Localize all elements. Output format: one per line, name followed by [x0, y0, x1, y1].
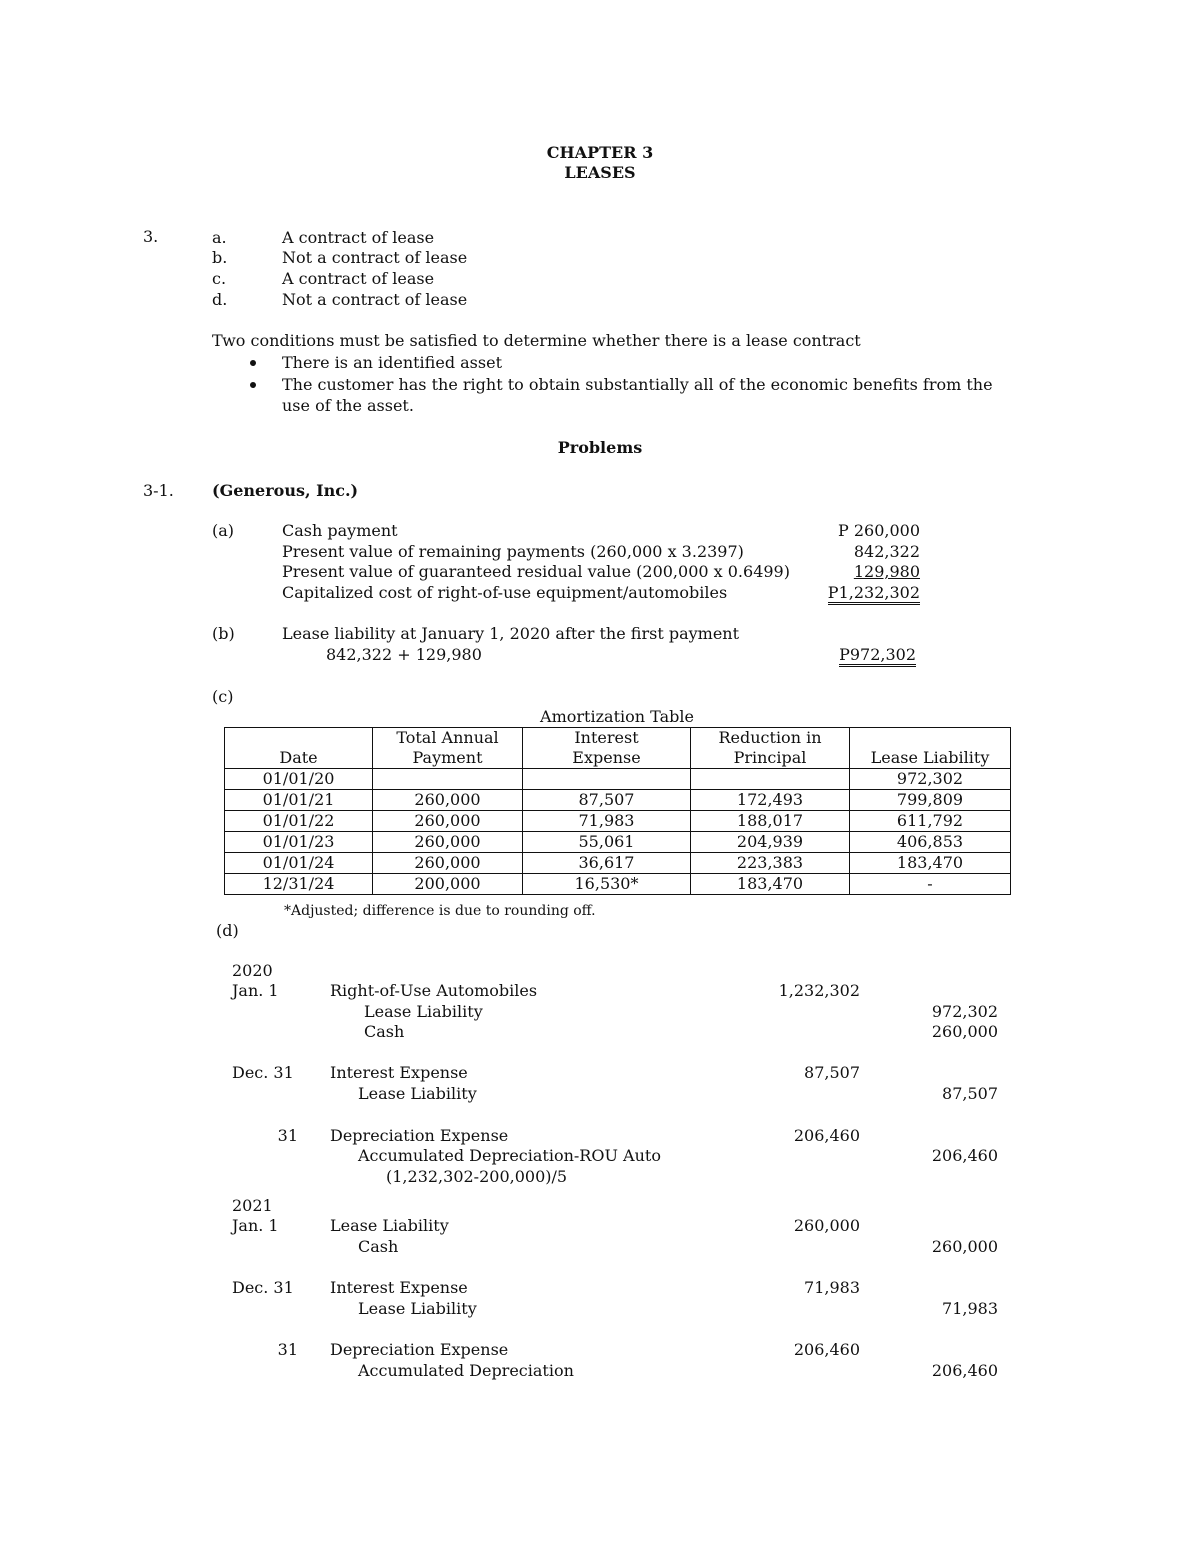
- calc-line-text: Present value of guaranteed residual value (200,000 x 0.6499): [282, 562, 790, 581]
- column-header-line: Lease Liability: [870, 748, 990, 767]
- credit-account: Accumulated Depreciation: [358, 1361, 574, 1380]
- table-cell: 01/01/21: [225, 790, 373, 811]
- conditions-intro: Two conditions must be satisfied to determine whether there is a lease contract: [212, 331, 861, 350]
- lease-liability-text: Lease liability at January 1, 2020 after the first payment: [282, 624, 740, 643]
- depreciation-formula: (1,232,302-200,000)/5: [386, 1167, 568, 1186]
- credit-amount: 71,983: [942, 1299, 998, 1318]
- table-cell: 01/01/20: [225, 769, 373, 790]
- calc-line-amount: P 260,000: [837, 521, 920, 540]
- chapter-title: LEASES: [564, 163, 636, 182]
- debit-amount: 1,232,302: [778, 981, 860, 1000]
- part-label: (c): [212, 687, 234, 706]
- column-header: [691, 728, 850, 769]
- column-header: [373, 728, 523, 769]
- table-title: Amortization Table: [540, 707, 694, 726]
- table-row: [225, 769, 1011, 790]
- table-cell: 71,983: [523, 811, 691, 832]
- debit-account: Interest Expense: [330, 1278, 468, 1297]
- credit-account: Lease Liability: [358, 1084, 477, 1103]
- calc-line-amount: 842,322: [853, 542, 920, 561]
- credit-amount: 260,000: [931, 1022, 998, 1041]
- table-cell: 188,017: [691, 811, 850, 832]
- bullet-icon: [250, 382, 256, 388]
- table-cell: [523, 769, 691, 790]
- table-cell: 260,000: [373, 832, 523, 853]
- calc-line-amount: [760, 562, 920, 582]
- calc-line-text: Capitalized cost of right-of-use equipment/automobiles: [282, 583, 728, 602]
- item-letter: d.: [212, 290, 228, 309]
- credit-amount: 206,460: [931, 1361, 998, 1380]
- table-footnote: *Adjusted; difference is due to rounding off.: [284, 903, 596, 919]
- table-cell: 01/01/23: [225, 832, 373, 853]
- bullet-text: There is an identified asset: [282, 353, 502, 372]
- part-label: (d): [216, 921, 239, 940]
- column-header-line: Date: [279, 748, 318, 767]
- problem-title: (Generous, Inc.): [212, 481, 359, 500]
- calc-line-text: Present value of remaining payments (260,000 x 3.2397): [282, 542, 744, 561]
- table-cell: 799,809: [850, 790, 1011, 811]
- table-cell: 12/31/24: [225, 874, 373, 895]
- item-text: A contract of lease: [282, 269, 435, 288]
- chapter-heading: CHAPTER 3: [546, 143, 654, 162]
- debit-amount: 260,000: [793, 1216, 860, 1235]
- table-cell: 55,061: [523, 832, 691, 853]
- debit-amount: 71,983: [804, 1278, 860, 1297]
- calc-total-value: P1,232,302: [828, 583, 920, 605]
- table-cell: 183,470: [691, 874, 850, 895]
- table-row: [225, 790, 1011, 811]
- amortization-table: [224, 727, 1011, 895]
- journal-year: 2020: [232, 961, 273, 980]
- part-label: (a): [212, 521, 235, 540]
- journal-date: 31: [277, 1126, 298, 1145]
- debit-amount: 206,460: [793, 1126, 860, 1145]
- lease-liability-amount: [760, 645, 916, 665]
- calc-line-amount-value: 129,980: [853, 562, 920, 581]
- column-header-line: Principal: [733, 748, 807, 767]
- column-header: [850, 728, 1011, 769]
- debit-amount: 87,507: [804, 1063, 860, 1082]
- column-header-line: Reduction in: [718, 728, 822, 747]
- debit-account: Lease Liability: [330, 1216, 449, 1235]
- table-cell: 260,000: [373, 811, 523, 832]
- table-cell: 260,000: [373, 790, 523, 811]
- table-cell: 183,470: [850, 853, 1011, 874]
- question-number: 3.: [143, 227, 159, 246]
- bullet-text-continued: use of the asset.: [282, 396, 414, 415]
- problem-number: 3-1.: [143, 481, 174, 500]
- table-cell: 223,383: [691, 853, 850, 874]
- table-cell: 611,792: [850, 811, 1011, 832]
- bullet-icon: [250, 360, 256, 366]
- credit-account: Accumulated Depreciation-ROU Auto: [358, 1146, 661, 1165]
- table-cell: 36,617: [523, 853, 691, 874]
- column-header-line: Expense: [572, 748, 641, 767]
- item-text: A contract of lease: [282, 228, 435, 247]
- debit-amount: 206,460: [793, 1340, 860, 1359]
- journal-date: Dec. 31: [232, 1278, 294, 1297]
- credit-account: Cash: [358, 1237, 399, 1256]
- item-letter: a.: [212, 228, 227, 247]
- debit-account: Interest Expense: [330, 1063, 468, 1082]
- column-header-line: Total Annual: [396, 728, 499, 747]
- table-cell: 972,302: [850, 769, 1011, 790]
- lease-liability-formula: 842,322 + 129,980: [326, 645, 482, 664]
- credit-account: Lease Liability: [364, 1002, 483, 1021]
- table-cell: [373, 769, 523, 790]
- table-cell: 01/01/24: [225, 853, 373, 874]
- table-cell: 260,000: [373, 853, 523, 874]
- table-cell: 172,493: [691, 790, 850, 811]
- bullet-text: The customer has the right to obtain substantially all of the economic benefits from the: [282, 375, 993, 394]
- journal-date: Jan. 1: [232, 1216, 279, 1235]
- credit-amount: 206,460: [931, 1146, 998, 1165]
- table-header-row: [225, 728, 1011, 769]
- column-header: [523, 728, 691, 769]
- credit-account: Cash: [364, 1022, 405, 1041]
- debit-account: Depreciation Expense: [330, 1126, 509, 1145]
- table-cell: 204,939: [691, 832, 850, 853]
- table-cell: 200,000: [373, 874, 523, 895]
- problems-heading: Problems: [557, 438, 643, 457]
- calc-total-amount: [760, 583, 920, 603]
- column-header-line: Payment: [412, 748, 483, 767]
- item-letter: b.: [212, 248, 228, 267]
- debit-account: Depreciation Expense: [330, 1340, 509, 1359]
- credit-account: Lease Liability: [358, 1299, 477, 1318]
- table-cell: [691, 769, 850, 790]
- item-letter: c.: [212, 269, 227, 288]
- table-cell: 01/01/22: [225, 811, 373, 832]
- debit-account: Right-of-Use Automobiles: [330, 981, 538, 1000]
- table-cell: -: [850, 874, 1011, 895]
- credit-amount: 260,000: [931, 1237, 998, 1256]
- journal-date: Dec. 31: [232, 1063, 294, 1082]
- table-row: [225, 832, 1011, 853]
- item-text: Not a contract of lease: [282, 248, 468, 267]
- table-row: [225, 853, 1011, 874]
- table-row: [225, 811, 1011, 832]
- column-header-line: Interest: [574, 728, 639, 747]
- credit-amount: 87,507: [942, 1084, 998, 1103]
- credit-amount: 972,302: [931, 1002, 998, 1021]
- item-text: Not a contract of lease: [282, 290, 468, 309]
- table-row: [225, 874, 1011, 895]
- journal-date: Jan. 1: [232, 981, 279, 1000]
- part-label: (b): [212, 624, 235, 643]
- column-header: [225, 728, 373, 769]
- lease-liability-value: P972,302: [839, 645, 916, 667]
- table-cell: 16,530*: [523, 874, 691, 895]
- journal-date: 31: [277, 1340, 298, 1359]
- calc-line-text: Cash payment: [282, 521, 398, 540]
- table-cell: 87,507: [523, 790, 691, 811]
- journal-year: 2021: [232, 1196, 273, 1215]
- table-cell: 406,853: [850, 832, 1011, 853]
